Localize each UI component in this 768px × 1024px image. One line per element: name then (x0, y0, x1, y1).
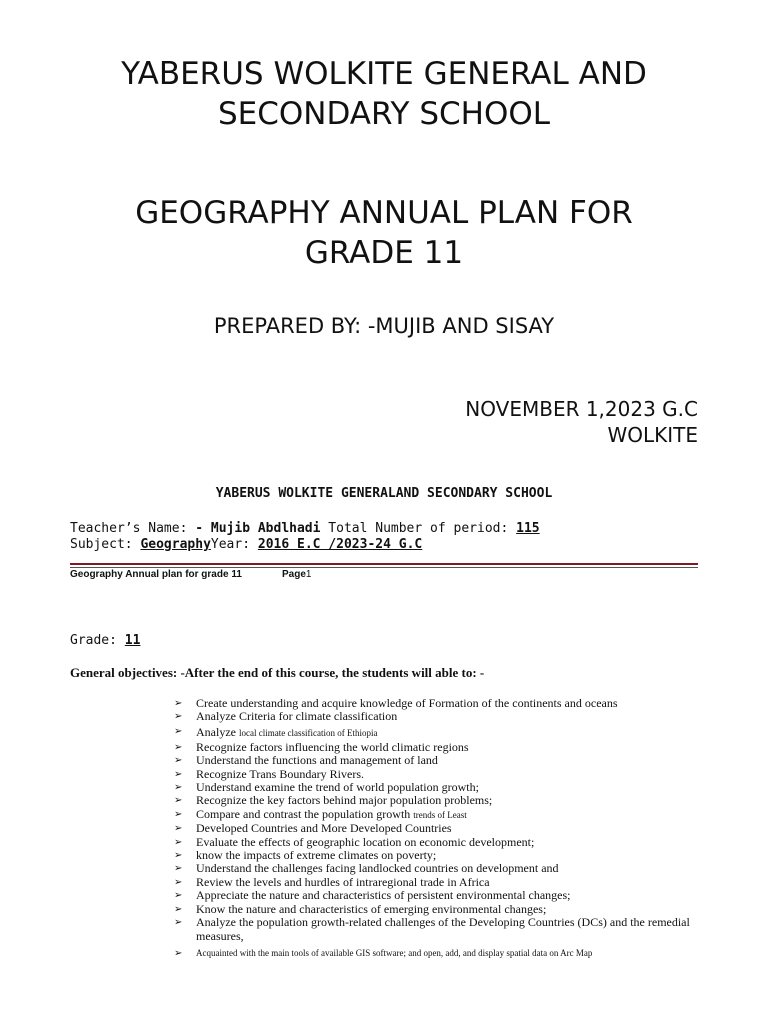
objective-text: Recognize factors influencing the world climatic regions (196, 739, 469, 754)
objective-item (174, 903, 734, 916)
objective-item (174, 836, 734, 849)
objective-small-text: trends of Least (413, 809, 467, 820)
bullet-arrow-icon: ➢ (174, 876, 183, 888)
bullet-arrow-icon: ➢ (174, 711, 183, 723)
bullet-arrow-icon: ➢ (174, 823, 183, 835)
objective-text: Appreciate the nature and characteristics of persistent environmental changes; (196, 888, 571, 903)
cover-school-line1: YABERUS WOLKITE GENERAL AND (121, 56, 647, 92)
bullet-arrow-icon: ➢ (174, 755, 183, 767)
objectives-heading: General objectives: -After the end of this course, the students will able to: - (70, 665, 485, 680)
bullet-arrow-icon: ➢ (174, 768, 183, 780)
footer-rule-thin (70, 567, 698, 568)
header-school: YABERUS WOLKITE GENERALAND SECONDARY SCHOOL (215, 486, 553, 501)
cover-date: NOVEMBER 1,2023 G.C (465, 397, 698, 421)
bullet-arrow-icon: ➢ (174, 850, 183, 862)
cover-prepared-by: PREPARED BY: -MUJIB AND SISAY (213, 314, 555, 338)
objective-text: Know the nature and characteristics of emerging environmental changes; (196, 901, 547, 916)
objective-item (174, 781, 734, 794)
objective-text: Understand the functions and management of land (196, 753, 438, 768)
objective-item (174, 710, 734, 723)
objective-text: Understand the challenges facing landlocked countries on development and (196, 861, 559, 876)
bullet-arrow-icon: ➢ (174, 795, 183, 807)
bullet-arrow-icon: ➢ (174, 698, 183, 709)
objective-item (174, 724, 734, 741)
objective-item (174, 889, 734, 902)
bullet-arrow-icon: ➢ (174, 863, 183, 875)
objective-item (174, 862, 734, 875)
cover-place: WOLKITE (607, 423, 698, 447)
footer-page (282, 569, 311, 580)
objective-text: Analyze the population growth-related challenges of the Developing Countries (DCs) and the remedial measures, (196, 915, 690, 943)
objective-item (174, 849, 734, 862)
grade-value: 11 (124, 633, 141, 648)
objective-item (174, 947, 734, 960)
subject-line (70, 537, 422, 552)
objective-item (174, 808, 734, 822)
bullet-arrow-icon: ➢ (174, 725, 183, 737)
grade-label: Grade: (70, 633, 125, 648)
cover-plan-line2: GRADE 11 (304, 235, 464, 271)
bullet-arrow-icon: ➢ (174, 741, 183, 753)
objective-small-text: Acquainted with the main tools of available GIS software; and open, add, and display spatial data on Arc Map (196, 947, 593, 958)
objective-text: Developed Countries and More Developed Countries (196, 821, 452, 836)
objective-item (174, 794, 734, 807)
objective-text: know the impacts of extreme climates on poverty; (196, 848, 437, 863)
footer-page-number: 1 (305, 569, 312, 580)
bullet-arrow-icon: ➢ (174, 917, 183, 929)
objective-small-text: local climate classification of Ethiopia (238, 727, 378, 738)
objective-text: Analyze (196, 724, 239, 739)
objective-item (174, 697, 734, 710)
bullet-arrow-icon: ➢ (174, 782, 183, 794)
year-value: 2016 E.C /2023-24 G.C (257, 537, 423, 552)
bullet-arrow-icon: ➢ (174, 890, 183, 902)
subject-label: Subject: (70, 537, 141, 552)
year-label: Year: (210, 537, 258, 552)
objective-text: Recognize Trans Boundary Rivers. (196, 766, 364, 781)
footer-rule-thick (70, 563, 698, 565)
bullet-arrow-icon: ➢ (174, 808, 183, 820)
objective-item (174, 754, 734, 767)
objective-text: Recognize the key factors behind major population problems; (196, 793, 493, 808)
teacher-name: - Mujib Abdlhadi (195, 521, 321, 536)
teacher-line (70, 521, 540, 536)
periods-label: Total Number of period: (320, 521, 517, 536)
footer-page-label: Page (282, 569, 306, 580)
subject-value: Geography (140, 537, 211, 552)
grade-line (70, 633, 140, 648)
objective-text: Compare and contrast the population growth (196, 806, 414, 821)
objective-text: Understand examine the trend of world population growth; (196, 780, 479, 795)
objective-text: Review the levels and hurdles of intraregional trade in Africa (196, 874, 490, 889)
periods-value: 115 (516, 521, 540, 536)
cover-school-line2: SECONDARY SCHOOL (217, 96, 551, 132)
cover-plan-line1: GEOGRAPHY ANNUAL PLAN FOR (135, 195, 633, 231)
objectives-list (174, 697, 734, 960)
objective-text: Analyze Criteria for climate classification (196, 709, 398, 724)
objective-item (174, 876, 734, 889)
objective-text: Create understanding and acquire knowledge of Formation of the continents and oceans (196, 696, 618, 710)
bullet-arrow-icon: ➢ (174, 836, 183, 848)
bullet-arrow-icon: ➢ (174, 947, 183, 959)
objective-text: Evaluate the effects of geographic location on economic development; (196, 834, 535, 849)
objective-item (174, 822, 734, 835)
objective-item (174, 741, 734, 754)
bullet-arrow-icon: ➢ (174, 903, 183, 915)
footer-title: Geography Annual plan for grade 11 (70, 569, 242, 580)
objective-item (174, 916, 734, 943)
teacher-label: Teacher’s Name: (70, 521, 196, 536)
objective-item (174, 768, 734, 781)
